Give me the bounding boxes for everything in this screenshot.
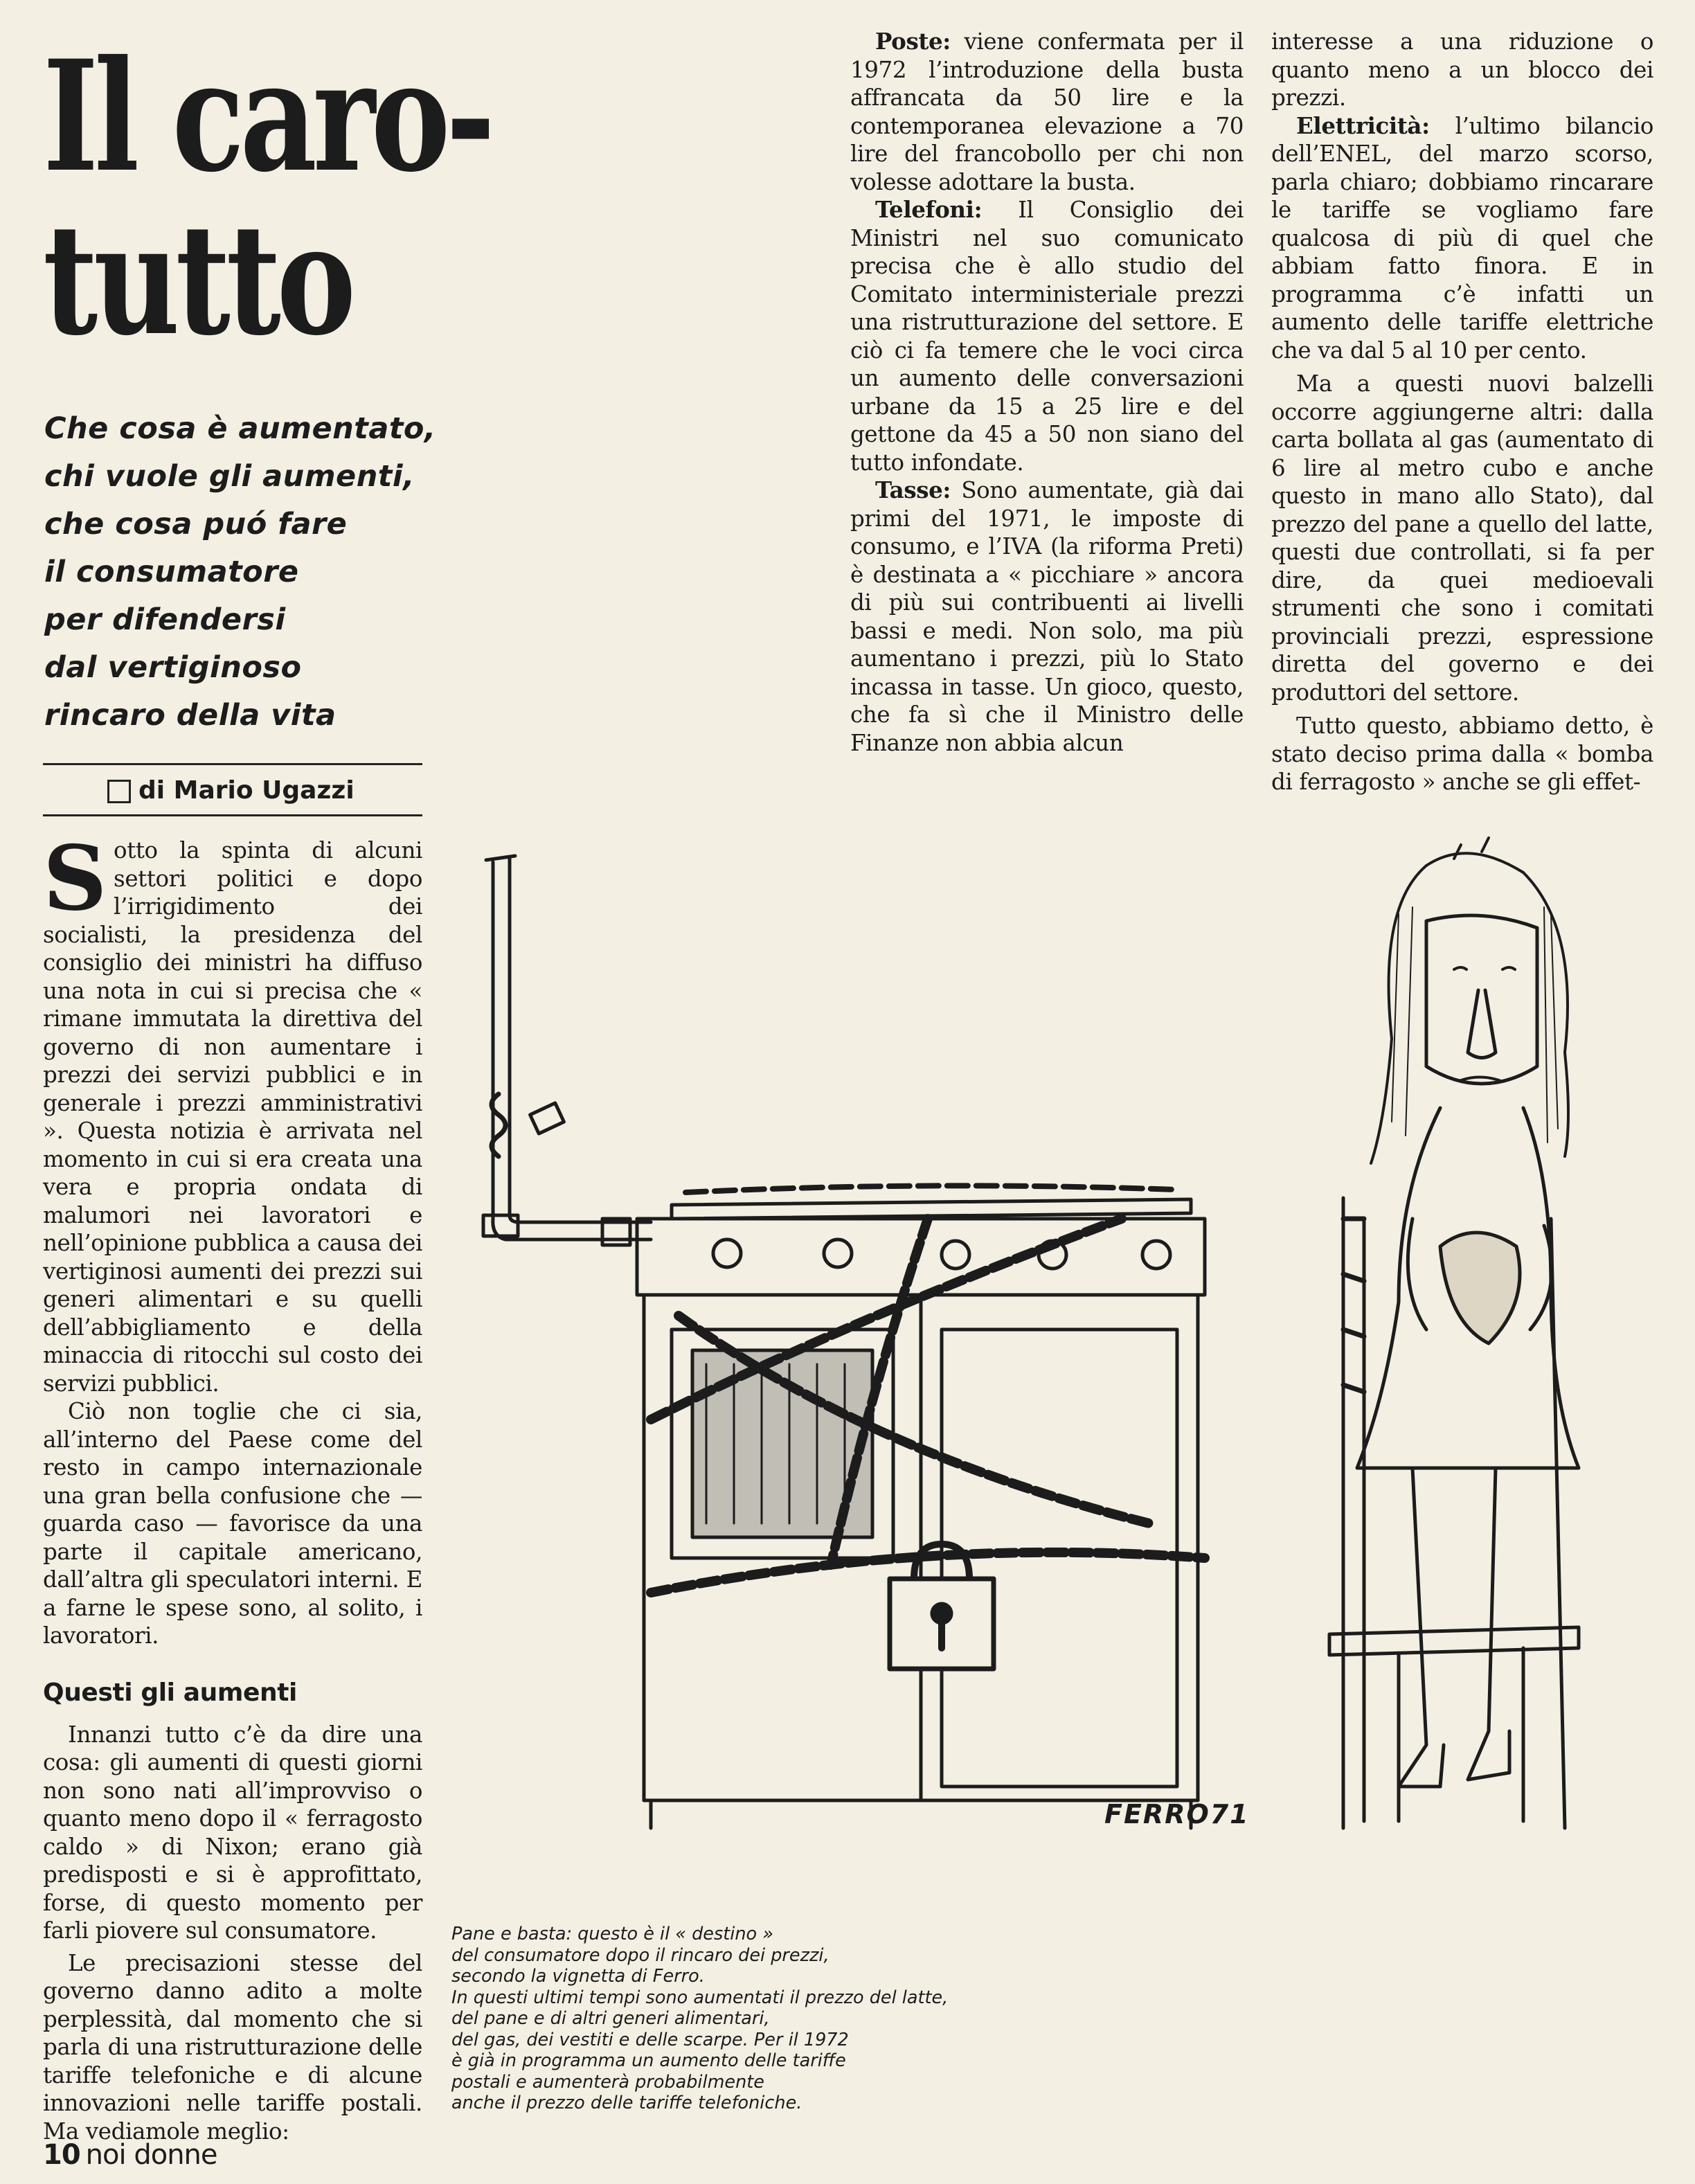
subtitle-line: Che cosa è aumentato, [44, 411, 436, 446]
column-1 [43, 827, 422, 2145]
paragraph-elettricita: Elettricità: l’ultimo bilancio dell’ENEL, del marzo scorso, parla chiaro; dobbiamo rincarare le tariffe se vogliamo fare qualcosa di più di quel che abbiam fatto finora. E in programma c’è infatti un aumento delle tariffe elettriche che va dal 5 al 10 per cento. [1271, 111, 1653, 364]
page-footer [43, 2138, 217, 2172]
subtitle-line: chi vuole gli aumenti, [44, 459, 415, 494]
paragraph: Ma a questi nuovi balzelli occorre aggiungerne altri: dalla carta bollata al gas (aumentato di 6 lire al metro cubo e anche questo in mano allo Stato), dal prezzo del pane a quello del latte, questi due controllati, si fa per dire, da quei medioevali strumenti che sono i comitati provinciali prezzi, espressione diretta del governo e dei produttori del settore. [1271, 370, 1653, 706]
caption-line: è già in programma un aumento delle tariffe [451, 2050, 846, 2071]
paragraph: Tutto questo, abbiamo detto, è stato deciso prima dalla « bomba di ferragosto » anche se gli effet- [1271, 713, 1653, 795]
page-number: 10 [43, 2139, 80, 2171]
column-3 [1271, 28, 1653, 796]
figure-caption [451, 1924, 1075, 2114]
cartoon-illustration [443, 831, 1648, 1911]
paragraph-telefoni: Telefoni: Il Consiglio dei Ministri nel suo comunicato precisa che è allo studio del Comitato interministeriale prezzi una ristrutturazione del settore. E ciò ci fa temere che le voci circa un aumento delle conversazioni urbane da 15 a 25 lire e del gettone da 45 a 50 non siano del tutto infondate. [850, 196, 1244, 476]
magazine-name: noi donne [85, 2139, 217, 2171]
paragraph-tasse: Tasse: Sono aumentate, già dai primi del 1971, le imposte di consumo, e l’IVA (la riforma Preti) è destinata a « picchiare » ancora di più sui contribuenti ai livelli bassi e medi. Non solo, ma più aumentano i prezzi, più lo Stato incassa in tasse. Un gioco, questo, che fa sì che il Ministro delle Finanze non abbia alcun [850, 476, 1244, 756]
subtitle-line: che cosa puó fare [44, 507, 348, 541]
byline-rule-bottom [43, 814, 422, 816]
caption-line: In questi ultimi tempi sono aumentati il prezzo del latte, [451, 1987, 949, 2008]
subtitle [44, 405, 436, 740]
subtitle-line: il consumatore [44, 555, 299, 589]
section-heading: Questi gli aumenti [43, 1678, 297, 1707]
byline: di Mario Ugazzi [138, 776, 355, 805]
column-2 [850, 28, 1244, 757]
cartoonist-signature: FERRO71 [1104, 1799, 1250, 1829]
paragraph: Ciò non toglie che ci sia, all’interno del Paese come del resto in campo internazionale una gran bella confusione che — guarda caso — favorisce da una parte il capitale americano, dall’altra gli speculatori interni. E a farne le spese sono, al solito, i lavoratori. [43, 1398, 422, 1649]
paragraph: Sotto la spinta di alcuni settori politici e dopo l’irrigidimento dei socialisti, la presidenza del consiglio dei ministri ha diffuso una nota in cui si precisa che « rimane immutata la direttiva del governo di non aumentare i prezzi dei servizi pubblici e in generale i prezzi amministrativi ». Questa notizia è arrivata nel momento in cui si era creata una vera e propria ondata di malumori nei lavoratori e nell’opinione pubblica a causa dei vertiginosi aumenti dei prezzi sui generi alimentari e su quelli dell’abbigliamento e della minaccia di ritocchi sul costo dei servizi pubblici. [43, 827, 422, 1397]
headline-line-1: Il caro- [43, 26, 492, 206]
caption-line: secondo la vignetta di Ferro. [451, 1966, 705, 1987]
byline-box-icon [107, 780, 131, 803]
headline [43, 26, 492, 369]
woman-eating-bread-icon [1329, 838, 1579, 1828]
drop-cap: S [43, 827, 107, 931]
paragraph: Innanzi tutto c’è da dire una cosa: gli aumenti di questi giorni non sono nati all’improvviso o quanto meno dopo il « ferragosto caldo » di Nixon; erano già predisposti e si è approfittato, forse, di questo momento per farli piovere sul consumatore. [43, 1721, 422, 1944]
headline-line-2: tutto [43, 190, 352, 369]
paragraph: interesse a una riduzione o quanto meno a un blocco dei prezzi. [1271, 28, 1653, 111]
paragraph-poste: Poste: viene confermata per il 1972 l’introduzione della busta affrancata da 50 lire e la contemporanea elevazione a 70 lire del francobollo per chi non volesse adottare la busta. [850, 28, 1244, 195]
caption-line: Pane e basta: questo è il « destino » [451, 1924, 773, 1944]
caption-line: del gas, dei vestiti e delle scarpe. Per il 1972 [451, 2029, 849, 2050]
paragraph: Le precisazioni stesse del governo danno adito a molte perplessità, dal momento che si parla di una ristrutturazione delle tariffe telefoniche e di alcune innovazioni nelle tariffe postali. Ma vediamole meglio: [43, 1949, 422, 2145]
subtitle-line: rincaro della vita [44, 698, 337, 733]
subtitle-line: per difendersi [44, 602, 286, 637]
caption-line: postali e aumenterà probabilmente [451, 2071, 764, 2093]
subtitle-line: dal vertiginoso [44, 650, 302, 685]
caption-line: del consumatore dopo il rincaro dei prezzi, [451, 1944, 829, 1966]
caption-line: del pane e di altri generi alimentari, [451, 2008, 770, 2029]
caption-line: anche il prezzo delle tariffe telefoniche. [451, 2093, 802, 2113]
byline-rule-top [43, 763, 422, 765]
chained-stove-icon [483, 856, 1205, 1828]
